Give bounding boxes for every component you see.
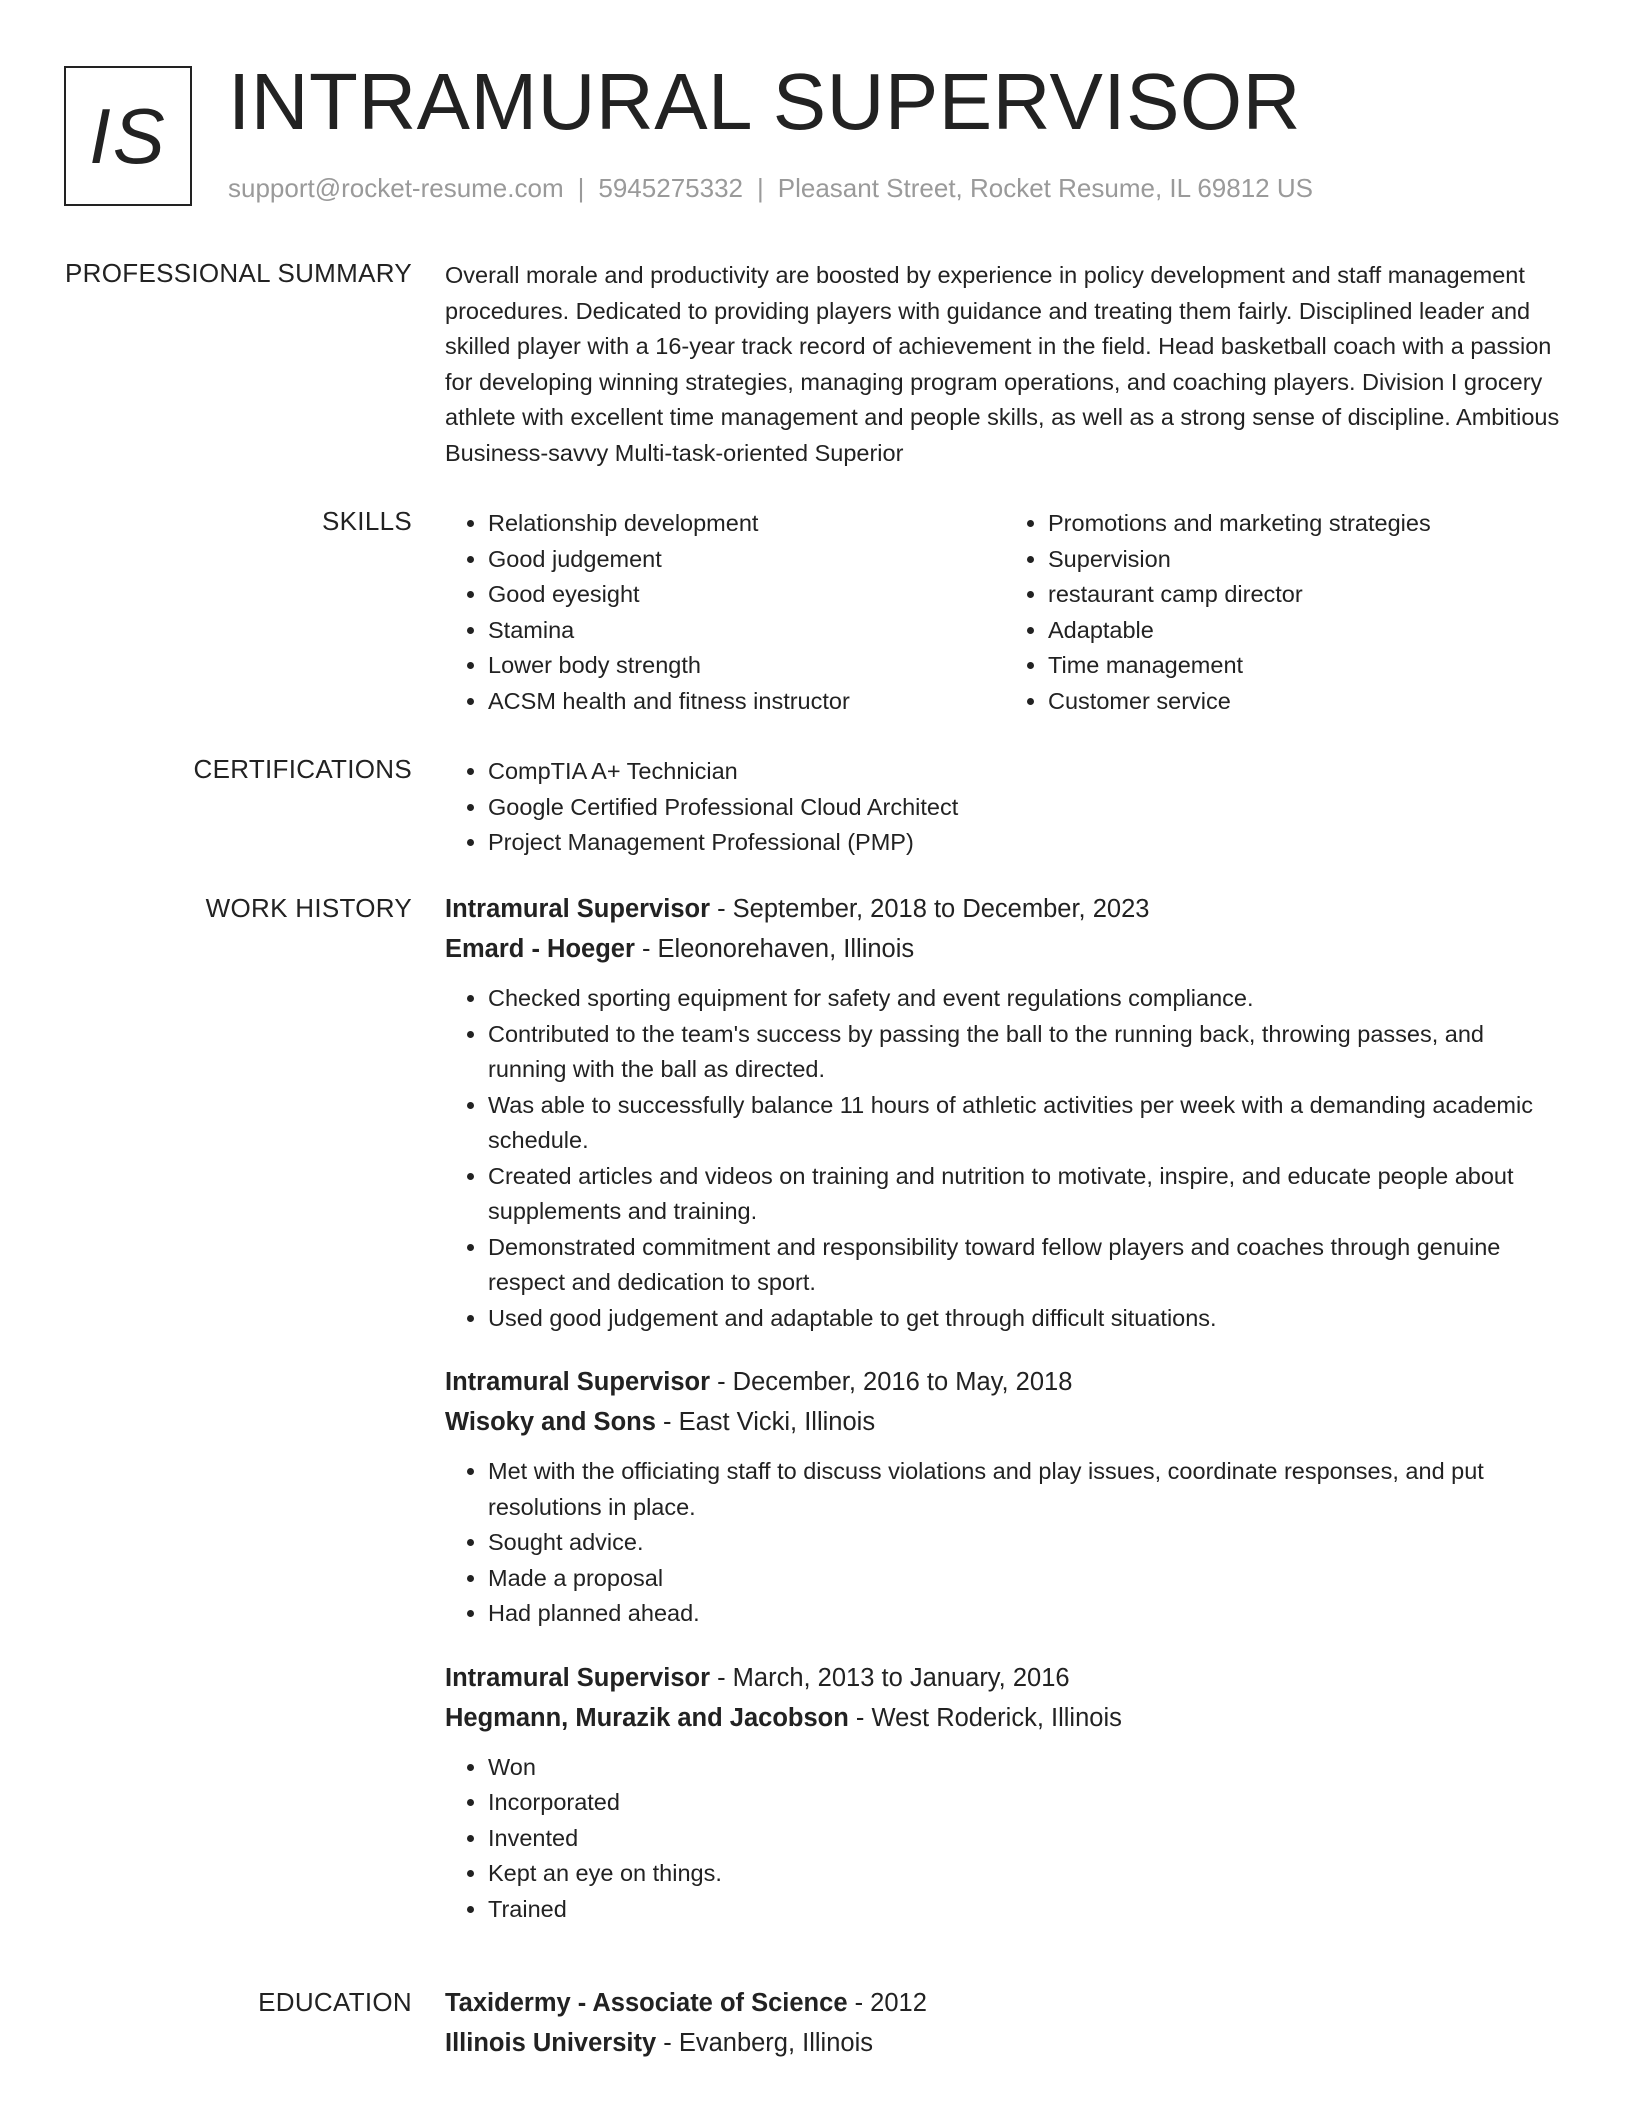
job-bullet: • Made a proposal	[488, 1561, 1565, 1597]
job-title: Intramural Supervisor	[445, 895, 710, 923]
skill-item: • Good judgement	[488, 542, 1005, 578]
education-heading: EDUCATION	[258, 1987, 412, 2017]
skill-item: • Relationship development	[488, 506, 1005, 542]
skill-item: • Good eyesight	[488, 577, 1005, 613]
skills-left-column	[445, 506, 1005, 719]
job-entry	[445, 1362, 1565, 1632]
certification-item: • Project Management Professional (PMP)	[488, 825, 1565, 861]
job-bullet: • Contributed to the team's success by passing the ball to the running back, throwing passes, and running with the ball as directed.	[488, 1017, 1565, 1088]
job-entry	[445, 1658, 1565, 1928]
skill-item: • ACSM health and fitness instructor	[488, 684, 1005, 720]
job-bullets	[445, 1750, 1565, 1928]
summary-heading: PROFESSIONAL SUMMARY	[65, 258, 412, 288]
job-title: Intramural Supervisor	[445, 1368, 710, 1396]
job-bullet: • Won	[488, 1750, 1565, 1786]
skill-item: • Time management	[1048, 648, 1565, 684]
skill-item: • Customer service	[1048, 684, 1565, 720]
job-title-line	[445, 1362, 1565, 1402]
job-company-line	[445, 929, 1565, 969]
skill-item: • Supervision	[1048, 542, 1565, 578]
education-location: - Evanberg, Illinois	[656, 2029, 874, 2057]
work-history-list	[445, 889, 1565, 1953]
education-school-line	[445, 2023, 1565, 2063]
job-bullet: • Kept an eye on things.	[488, 1856, 1565, 1892]
job-bullet: • Invented	[488, 1821, 1565, 1857]
job-company: Emard - Hoeger	[445, 935, 635, 963]
summary-text: Overall morale and productivity are boosted by experience in policy development and staff management procedures. Dedicated to providing players with guidance and treating them fairly. Disciplined leader and skilled player with a 16-year track record of achievement in the field. Head basketball coach with a passion for developing winning strategies, managing program operations, and coaching players. Division I grocery athlete with excellent time management and people skills, as well as a strong sense of discipline. Ambitious Business-savvy Multi-task-oriented Superior	[445, 262, 1560, 466]
job-company-line	[445, 1402, 1565, 1442]
work-history-heading: WORK HISTORY	[205, 893, 412, 923]
job-dates: - December, 2016 to May, 2018	[710, 1368, 1073, 1396]
certification-item: • CompTIA A+ Technician	[488, 754, 1565, 790]
skills-heading: SKILLS	[322, 506, 412, 536]
job-bullet: • Trained	[488, 1892, 1565, 1928]
contact-address: Pleasant Street, Rocket Resume, IL 69812 US	[777, 173, 1313, 203]
job-dates: - September, 2018 to December, 2023	[710, 895, 1150, 923]
certifications-heading: CERTIFICATIONS	[193, 754, 412, 784]
job-bullet: • Incorporated	[488, 1785, 1565, 1821]
contact-line	[228, 173, 1313, 204]
contact-separator: |	[757, 173, 764, 203]
job-dates: - March, 2013 to January, 2016	[710, 1663, 1070, 1692]
job-location: - Eleonorehaven, Illinois	[634, 935, 915, 963]
job-location: - East Vicki, Illinois	[655, 1408, 876, 1436]
skill-item: • Adaptable	[1048, 613, 1565, 649]
job-title: Intramural Supervisor	[445, 1663, 710, 1692]
job-bullet: • Used good judgement and adaptable to get through difficult situations.	[488, 1301, 1565, 1337]
job-bullet: • Met with the officiating staff to discuss violations and play issues, coordinate responses, and put resolutions in place.	[488, 1454, 1565, 1525]
skills-right-column	[1005, 506, 1565, 719]
education-school: Illinois University	[445, 2029, 657, 2057]
contact-email[interactable]: support@rocket-resume.com	[228, 173, 564, 203]
job-bullet: • Demonstrated commitment and responsibility toward fellow players and coaches through genuine respect and dedication to sport.	[488, 1230, 1565, 1301]
job-bullets	[445, 1454, 1565, 1632]
education-entry	[445, 1983, 1565, 2063]
skill-item: • restaurant camp director	[1048, 577, 1565, 613]
job-bullets	[445, 981, 1565, 1336]
candidate-name: INTRAMURAL SUPERVISOR	[228, 57, 1301, 146]
job-company: Wisoky and Sons	[445, 1408, 656, 1436]
contact-separator: |	[577, 173, 585, 203]
certifications-list	[445, 754, 1565, 861]
education-degree-line	[445, 1983, 1565, 2023]
job-location: - West Roderick, Illinois	[848, 1703, 1122, 1732]
job-bullet: • Created articles and videos on training and nutrition to motivate, inspire, and educate people about supplements and training.	[488, 1159, 1565, 1230]
skills-list	[445, 506, 1565, 719]
monogram-badge: IS	[64, 66, 192, 206]
skill-item: • Promotions and marketing strategies	[1048, 506, 1565, 542]
job-title-line	[445, 1658, 1565, 1698]
job-company: Hegmann, Murazik and Jacobson	[445, 1703, 849, 1732]
job-bullet: • Had planned ahead.	[488, 1596, 1565, 1632]
skill-item: • Stamina	[488, 613, 1005, 649]
job-entry	[445, 889, 1565, 1336]
contact-phone: 5945275332	[598, 173, 743, 203]
skill-item: • Lower body strength	[488, 648, 1005, 684]
job-company-line	[445, 1698, 1565, 1738]
job-bullet: • Sought advice.	[488, 1525, 1565, 1561]
job-bullet: • Was able to successfully balance 11 hours of athletic activities per week with a demanding academic schedule.	[488, 1088, 1565, 1159]
education-year: - 2012	[847, 1989, 927, 2017]
job-title-line	[445, 889, 1565, 929]
certification-item: • Google Certified Professional Cloud Architect	[488, 790, 1565, 826]
education-degree: Taxidermy - Associate of Science	[445, 1989, 848, 2017]
job-bullet: • Checked sporting equipment for safety and event regulations compliance.	[488, 981, 1565, 1017]
